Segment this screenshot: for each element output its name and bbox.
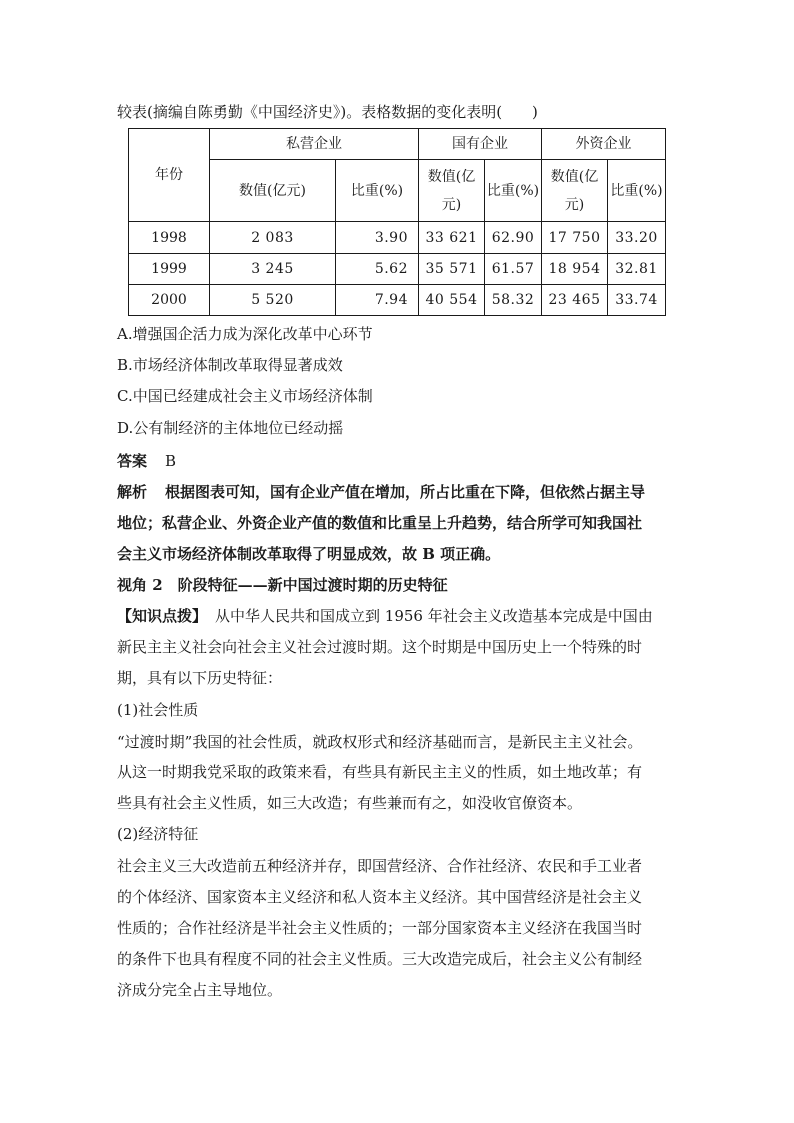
- table-cell: 1998: [129, 222, 210, 254]
- answer-label: 答案: [117, 452, 148, 470]
- sub2-line-3: 性质的；合作社经济是半社会主义性质的；一部分国家资本主义经济在我国当时: [117, 919, 643, 937]
- analysis-text: 根据图表可知，国有企业产值在增加，所占比重在下降，但依然占据主导: [165, 483, 646, 501]
- table-cell: 58.32: [485, 285, 542, 316]
- table-cell: 18 954: [542, 254, 608, 285]
- table-cell: 3.90: [336, 222, 419, 254]
- table-subheader: 比重(%): [608, 160, 666, 222]
- sub1-line-3: 些具有社会主义性质，如三大改造；有些兼而有之，如没收官僚资本。: [117, 794, 583, 812]
- table-cell: 2 083: [210, 222, 336, 254]
- table-cell: 40 554: [419, 285, 485, 316]
- question-intro: 较表(摘编自陈勇勤《中国经济史》)。表格数据的变化表明( ): [117, 103, 538, 121]
- table-subheader: 数值(亿元): [210, 160, 336, 222]
- table-cell: 35 571: [419, 254, 485, 285]
- sub1-title: (1)社会性质: [117, 701, 199, 719]
- sub2-line-1: 社会主义三大改造前五种经济并存，即国营经济、合作社经济、农民和手工业者: [117, 857, 643, 875]
- option-a: A.增强国企活力成为深化改革中心环节: [117, 325, 373, 343]
- sub2-line-4: 的条件下也具有程度不同的社会主义性质。三大改造完成后，社会主义公有制经: [117, 950, 643, 968]
- option-b: B.市场经济体制改革取得显著成效: [117, 356, 343, 374]
- option-c: C.中国已经建成社会主义市场经济体制: [117, 387, 373, 405]
- data-table: [128, 128, 666, 316]
- table-cell: 3 245: [210, 254, 336, 285]
- table-subheader: 比重(%): [485, 160, 542, 222]
- sub2-line-5: 济成分完全占主导地位。: [117, 981, 283, 999]
- table-cell: 32.81: [608, 254, 666, 285]
- section-title: 视角 2 阶段特征——新中国过渡时期的历史特征: [117, 576, 448, 594]
- table-cell: 23 465: [542, 285, 608, 316]
- table-group-private: 私营企业: [210, 129, 419, 160]
- analysis-line-1: [117, 483, 645, 501]
- table-subheader: 比重(%): [336, 160, 419, 222]
- table-subheader: 数值(亿元): [419, 160, 485, 222]
- table-cell: 2000: [129, 285, 210, 316]
- knowledge-text: 从中华人民共和国成立到 1956 年社会主义改造基本完成是中国由: [215, 607, 653, 625]
- analysis-line-2: 地位；私营企业、外资企业产值的数值和比重呈上升趋势，结合所学可知我国社: [117, 514, 643, 532]
- table-group-state: 国有企业: [419, 129, 542, 160]
- knowledge-line-2: 新民主主义社会向社会主义社会过渡时期。这个时期是中国历史上一个特殊的时: [117, 638, 643, 656]
- answer-value: B: [165, 452, 177, 470]
- knowledge-line-1: [117, 607, 653, 625]
- table-group-foreign: 外资企业: [542, 129, 666, 160]
- answer-line: [117, 452, 176, 470]
- table-cell: 5.62: [336, 254, 419, 285]
- sub2-line-2: 的个体经济、国家资本主义经济和私人资本主义经济。其中国营经济是社会主义: [117, 888, 643, 906]
- table-cell: 62.90: [485, 222, 542, 254]
- sub1-line-1: “过渡时期”我国的社会性质，就政权形式和经济基础而言，是新民主主义社会。: [117, 733, 643, 751]
- table-row: [129, 254, 666, 285]
- option-d: D.公有制经济的主体地位已经动摇: [117, 419, 344, 437]
- knowledge-label: 【知识点拨】: [117, 607, 208, 625]
- table-cell: 5 520: [210, 285, 336, 316]
- table-cell: 33 621: [419, 222, 485, 254]
- table-cell: 17 750: [542, 222, 608, 254]
- sub1-line-2: 从这一时期我党采取的政策来看，有些具有新民主主义的性质，如土地改革；有: [117, 763, 643, 781]
- table-cell: 61.57: [485, 254, 542, 285]
- table-header-year: 年份: [129, 129, 210, 222]
- table-cell: 7.94: [336, 285, 419, 316]
- table-subheader: 数值(亿元): [542, 160, 608, 222]
- table-cell: 33.74: [608, 285, 666, 316]
- sub2-title: (2)经济特征: [117, 825, 199, 843]
- table-row: [129, 222, 666, 254]
- table-row: [129, 285, 666, 316]
- table-cell: 33.20: [608, 222, 666, 254]
- knowledge-line-3: 期，具有以下历史特征：: [117, 669, 283, 687]
- analysis-line-3: 会主义市场经济体制改革取得了明显成效，故 B 项正确。: [117, 545, 501, 563]
- analysis-label: 解析: [117, 483, 148, 501]
- table-cell: 1999: [129, 254, 210, 285]
